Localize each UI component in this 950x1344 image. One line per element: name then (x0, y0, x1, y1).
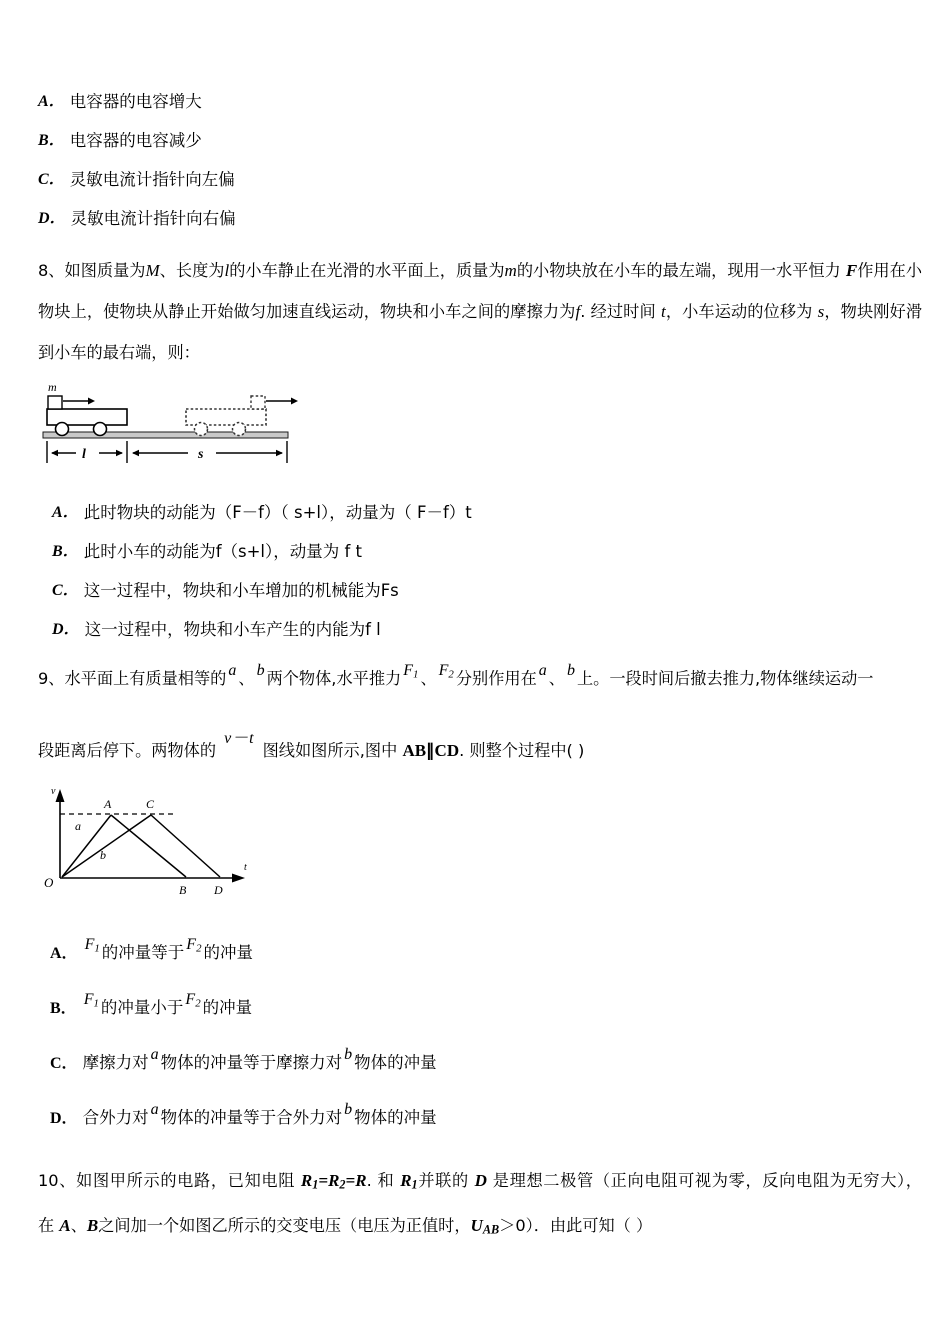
option-text: 这一过程中，物块和小车增加的机械能为Fs (83, 580, 399, 600)
q10-eq-1: = (318, 1170, 329, 1190)
x-axis-label: t (244, 861, 247, 873)
var-b: b (256, 662, 265, 679)
ground-surface (43, 432, 288, 438)
q9-options-group (38, 924, 922, 1144)
option-row (38, 80, 922, 119)
q9-number: 9、 (38, 669, 65, 688)
q9-text-1: 水平面上有质量相等的 (64, 669, 227, 688)
option-row (38, 924, 922, 979)
option-text: 此时小车的动能为f（s+l），动量为 f t (83, 541, 363, 561)
option-text: 灵敏电流计指针向左偏 (69, 169, 235, 189)
dim-arrow-s-right (276, 450, 283, 456)
option-label: D． (50, 1109, 78, 1127)
var-m: m (504, 261, 517, 280)
option-text: 灵敏电流计指针向右偏 (70, 208, 236, 228)
question-9-line-1 (38, 659, 922, 704)
option-text: 合外力对 a 物体的冲量等于合外力对 b 物体的冲量 (82, 1100, 437, 1127)
option-label: A． (38, 93, 65, 110)
q9-sep-1: 、 (238, 669, 255, 688)
var-f: f (575, 302, 581, 321)
var-U-AB: $U_{AB}$ (470, 1216, 500, 1238)
var-F: F (845, 261, 858, 280)
var-F2: F2 (438, 662, 454, 681)
q10-text-6: 之间加一个如图乙所示的交变电压（电压为正值时， (98, 1216, 471, 1236)
q10-text-4: 是理想二极管（正向电阻可视为零，反向电阻为无穷大），在 (38, 1170, 922, 1236)
q8-text-7: ，小车运动的位移为 (665, 302, 813, 321)
var-A: A (59, 1216, 71, 1236)
q10-text-5: 、 (70, 1216, 87, 1236)
var-D: D (474, 1170, 487, 1190)
cart-wheel-solid (94, 423, 107, 436)
var-F2: F2 (185, 990, 201, 1010)
option-label: B． (38, 132, 65, 149)
var-F2: F2 (186, 935, 202, 955)
q8-text-4: 的小物块放在小车的最左端，现用一水平恒力 (516, 261, 841, 280)
point-C-label: C (146, 796, 155, 811)
q10-text-1: 如图甲所示的电路，已知电阻 (76, 1170, 296, 1190)
velocity-time-graph (38, 782, 288, 912)
option-label: B． (50, 999, 77, 1017)
y-axis-arrowhead (56, 789, 65, 802)
option-label: C． (38, 171, 65, 188)
var-a: a (150, 1100, 159, 1118)
option-label: D． (38, 210, 66, 227)
var-R2: $R_2$ (328, 1170, 346, 1192)
option-text: F1 的冲量小于 F2 的冲量 (83, 990, 253, 1017)
page-content (38, 80, 922, 1251)
q9-figure (38, 782, 288, 912)
q9-text-3: 分别作用在 (455, 669, 537, 688)
option-row (38, 1034, 922, 1089)
option-row (38, 491, 922, 530)
q10-text-2: . 和 (366, 1170, 395, 1190)
var-R: R (355, 1170, 367, 1190)
point-A-label: A (104, 796, 112, 811)
option-text: 此时物块的动能为（F－f）（ s+l），动量为（ F－f）t (83, 502, 472, 522)
question-8-body (38, 250, 922, 373)
q10-eq-2: = (345, 1170, 356, 1190)
option-text: 电容器的电容增大 (69, 91, 202, 111)
cart-body-dashed (186, 409, 266, 425)
cart-wheel-dashed (195, 423, 208, 436)
y-axis-label: v (51, 785, 56, 797)
q8-text-6: . 经过时间 (580, 302, 656, 321)
cart-block-displacement-diagram (38, 379, 308, 475)
q8-text-2: 、长度为 (159, 261, 225, 280)
q9-text-4: 上。一段时间后撤去推力,物体继续运动一 (576, 669, 874, 688)
option-row (38, 530, 922, 569)
q9-sep-2: 、 (420, 669, 437, 688)
block-dashed (251, 396, 265, 409)
x-axis-arrowhead (232, 873, 245, 882)
option-row (38, 197, 922, 236)
q10-number: 10、 (38, 1170, 77, 1190)
option-label: B． (52, 543, 79, 560)
q8-text-1: 如图质量为 (64, 261, 146, 280)
curve-a-label: a (75, 818, 81, 833)
point-B-label: B (179, 882, 187, 897)
var-b-2: b (566, 662, 575, 679)
q10-text-7: ＞0）．由此可知（ ） (499, 1216, 653, 1236)
var-s: s (817, 302, 825, 321)
var-t: t (661, 302, 666, 321)
option-row (38, 119, 922, 158)
option-text: F1 的冲量等于 F2 的冲量 (84, 935, 253, 962)
label-AB-CD: AB∥CD (402, 740, 460, 760)
option-label: C． (52, 582, 79, 599)
block-mass-label: m (48, 380, 57, 394)
option-label: A． (50, 944, 78, 962)
curve-a-fall (111, 815, 186, 877)
q8-text-8: ，物块刚好滑到小车的最右端，则： (38, 302, 923, 362)
q7-options-group (38, 80, 922, 236)
dim-arrow-l-left (51, 450, 58, 456)
origin-label: O (44, 874, 54, 890)
var-a: a (228, 662, 237, 679)
cart-wheel-dashed (233, 423, 246, 436)
var-b: b (344, 1045, 353, 1063)
option-text: 摩擦力对 a 物体的冲量等于摩擦力对 b 物体的冲量 (82, 1045, 437, 1072)
option-row (38, 158, 922, 197)
q9-text-7: . 则整个过程中( ) (459, 740, 585, 760)
option-row (38, 608, 922, 647)
q9-text-2: 两个物体,水平推力 (266, 669, 402, 688)
q8-text-5: 作用在小物块上，使物块从静止开始做匀加速直线运动，物块和小车之间的摩擦力为 (38, 261, 923, 321)
var-l: l (224, 261, 230, 280)
dim-arrow-l-right (116, 450, 123, 456)
curve-a-rise (62, 815, 111, 877)
q10-text-3: 并联的 (417, 1170, 469, 1190)
q9-text-6: 图线如图所示,图中 (262, 740, 398, 760)
dim-label-s: s (198, 447, 204, 462)
q8-figure (38, 379, 308, 475)
var-B: B (86, 1216, 99, 1236)
curve-b-fall (151, 815, 220, 877)
q9-sep-3: 、 (548, 669, 565, 688)
var-v-t: v－t (224, 729, 255, 747)
option-label: C． (50, 1054, 78, 1072)
option-text: 电容器的电容减少 (69, 130, 202, 150)
force-arrow-head-left (88, 398, 95, 405)
option-row (38, 569, 922, 608)
option-label: A． (52, 504, 79, 521)
force-arrow-head-right (291, 398, 298, 405)
question-9-line-2 (38, 730, 922, 772)
q8-number: 8、 (38, 261, 65, 280)
option-text: 这一过程中，物块和小车产生的内能为f l (84, 619, 381, 639)
option-row (38, 979, 922, 1034)
var-a-2: a (538, 662, 547, 679)
option-label: D． (52, 621, 80, 638)
block-solid (48, 396, 62, 409)
curve-b-label: b (100, 847, 106, 862)
option-row (38, 1089, 922, 1144)
var-F1: F1 (84, 935, 100, 955)
cart-wheel-solid (56, 423, 69, 436)
var-R1-b: $R_1$ (400, 1170, 418, 1192)
dim-label-l: l (82, 447, 86, 462)
q8-options-group (38, 491, 922, 647)
var-a: a (150, 1045, 159, 1063)
var-F1: F1 (83, 990, 99, 1010)
var-R1: $R_1$ (300, 1170, 319, 1192)
question-10-body (38, 1160, 922, 1251)
var-F1: F1 (403, 662, 419, 681)
point-D-label: D (214, 882, 223, 897)
dim-arrow-s-left (132, 450, 139, 456)
var-M: M (145, 261, 160, 280)
q8-text-3: 的小车静止在光滑的水平面上，质量为 (229, 261, 505, 280)
q9-text-5: 段距离后停下。两物体的 (38, 740, 217, 760)
var-b: b (344, 1100, 353, 1118)
